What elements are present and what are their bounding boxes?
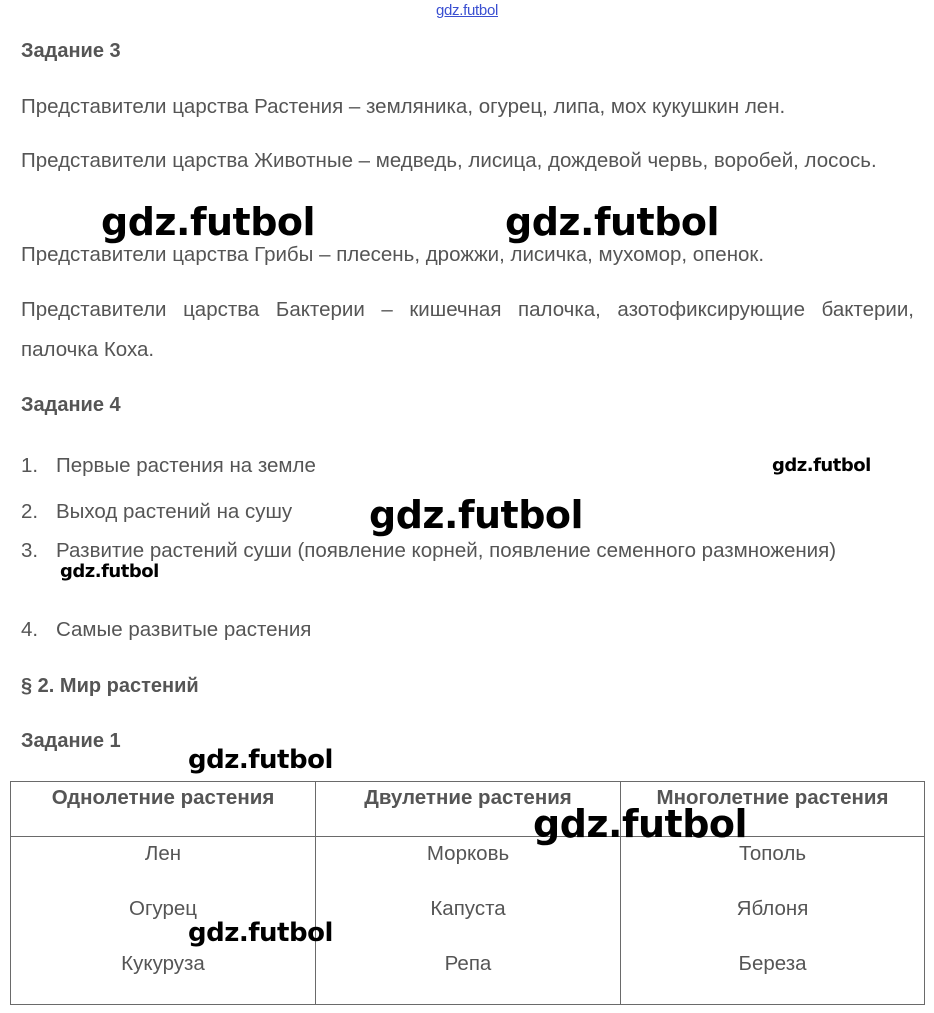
table-header-biennial: Двулетние растения xyxy=(316,782,621,837)
watermark: gdz.futbol xyxy=(772,455,871,476)
list-item-text: Выход растений на сушу xyxy=(56,500,293,523)
table-row xyxy=(11,837,925,1005)
watermark: gdz.futbol xyxy=(533,802,748,846)
table-cell-perennial xyxy=(621,837,925,1005)
watermark: gdz.futbol xyxy=(60,561,159,582)
site-header-link[interactable]: gdz.futbol xyxy=(435,2,499,19)
list-item-number: 4. xyxy=(21,618,39,641)
table-cell-item: Огурец xyxy=(129,897,197,920)
task3-fungi-paragraph: Представители царства Грибы – плесень, дрожжи, лисичка, мухомор, опенок. xyxy=(21,243,765,266)
watermark: gdz.futbol xyxy=(369,493,584,537)
section-title: § 2. Мир растений xyxy=(21,675,199,697)
watermark: gdz.futbol xyxy=(188,745,333,775)
list-item-number: 1. xyxy=(21,454,39,477)
list-item-number: 2. xyxy=(21,500,39,523)
table-cell-item: Тополь xyxy=(738,842,806,865)
list-item-number: 3. xyxy=(21,539,39,562)
task3-heading: Задание 3 xyxy=(21,40,121,62)
watermark: gdz.futbol xyxy=(101,200,316,244)
table-header-annual: Однолетние растения xyxy=(11,782,316,837)
table-cell-item: Репа xyxy=(444,952,492,975)
task4-list-item xyxy=(21,610,914,650)
table-cell-item: Яблоня xyxy=(736,897,809,920)
table-cell-item: Кукуруза xyxy=(121,952,205,975)
table-header-row xyxy=(11,782,925,837)
table-cell-item: Береза xyxy=(738,952,807,975)
table-cell-item: Лен xyxy=(144,842,182,865)
table-header-perennial: Многолетние растения xyxy=(621,782,925,837)
task3-bacteria-paragraph: Представители царства Бактерии – кишечная палочка, азотофиксирующие бактерии, палочка Коха. xyxy=(21,298,914,361)
task4-heading: Задание 4 xyxy=(21,394,121,416)
watermark: gdz.futbol xyxy=(188,918,333,948)
watermark: gdz.futbol xyxy=(505,200,720,244)
plants-table xyxy=(10,781,925,1005)
table-cell-item: Капуста xyxy=(430,897,506,920)
task3-animals-paragraph: Представители царства Животные – медведь, лисица, дождевой червь, воробей, лосось. xyxy=(21,149,877,172)
table-cell-biennial xyxy=(316,837,621,1005)
task1-heading: Задание 1 xyxy=(21,730,121,752)
list-item-text: Развитие растений суши (появление корней, появление семенного размножения) xyxy=(56,539,837,562)
list-item-text: Первые растения на земле xyxy=(56,454,316,477)
task3-plants-paragraph: Представители царства Растения – земляника, огурец, липа, мох кукушкин лен. xyxy=(21,95,786,118)
list-item-text: Самые развитые растения xyxy=(56,618,312,641)
table-cell-item: Морковь xyxy=(426,842,510,865)
